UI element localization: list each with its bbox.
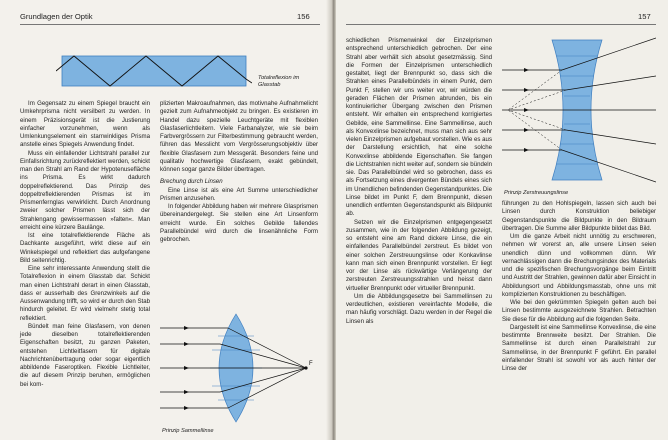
focal-point-label: F (309, 361, 313, 367)
paragraph: Dargestellt ist eine Sammellinse Konvexlinse, die eine bestimmte Brennweite besitzt. Der Strahlen. Die Sammellinse ist durch einen Parallelstrahl zur Sammellinse, in der Brennpunkt F geführt. Ein parallel einfallender Strahl ist sowohl vor als auch hinter der Linse der (502, 323, 656, 372)
page-number-right: 157 (638, 12, 651, 21)
header-rule (346, 24, 656, 25)
paragraph: schiedlichen Prismenwinkel der Einzelprismen entsprechend unterschiedlich gebrochen. Der eine Strahl aber verhält sich absolut gesetzmässig. Sind die Formen der Einzelprismen unterschiedlich gestaltet, liegt der Brennpunkt so, dass sich die Strahlen eines Parallelbündels in einem Punkt, dem Punkt F, stellen wir uns weiter vor, wir würden die geraden Flächen der Prismen abrunden, bis ein kontinuierlicher Übergang zwischen den Prismen entsteht. Wir erhalten ein entsprechend korrigiertes Gebilde, eine Sammellinse. Eine Sammellinse, auch als Konvexlinse bezeichnet, muss man sich aus sehr vielen Einzelprismen aufgebaut vorstellen. Wie es aus der Darstellung ersichtlich, hat eine solche Konvexlinse abbildende Eigenschaften. Sie fangen die Lichtstrahlen nicht weiter auf, sondern sie bündeln sie. Das Parallelbündel wird so gebrochen, dass es als Fortsetzung eines divergenten Bündels eines sich im Unendlichen befindenden Gegenstandpunktes. Die Linse bildet im Punkt F, dem Brennpunkt, diesen unendlich entfernten Gegenstandspunkt als Bildpunkt ab. (346, 37, 493, 218)
left-column-1 (20, 100, 150, 389)
paragraph: Bündelt man feine Glasfasern, von denen jede dieselben totalreflektierenden Eigenschaften besitzt, zu ganzen Paketen, entstehen Lichtleitfasern für digitale Nachrichtenübertragung oder sogar eigentlich abbildende Faseroptiken. Flexible Lichtleiter, die auf diesem Prinzip beruhen, ermöglichen bei kom- (20, 322, 150, 388)
right-column-2 (502, 200, 656, 373)
header-rule (20, 24, 320, 25)
converging-lens-figure (160, 310, 320, 428)
page-number-left: 156 (297, 12, 310, 21)
paragraph: Eine Linse ist als eine Art Summe unterschiedlicher Prismen anzusehen. (160, 186, 318, 202)
glass-rod (62, 56, 246, 86)
paragraph: Setzen wir die Einzelprismen entgegengesetzt zusammen, wie in der folgenden Abbildung gezeigt, so entsteht eine am Rand dickere Linse, die ein einfallendes Parallelbündel zerstreut. Es bildet von einer solchen Zerstreuungslinse oder Konkavlinse kann man sich einen Brennpunkt vorstellen. Er liegt vor der Linse als rückwärtige Verlängerung der zerstreuten Zerstreuungsstrahlen und heisst dann virtueller Brennpunkt oder virtueller Brennpunkt. (346, 218, 492, 292)
focal-point (304, 366, 307, 369)
figure2-caption: Prinzip Sammellinse (162, 428, 214, 434)
figure3-caption: Prinzip Zerstreuungslinse (504, 190, 569, 196)
paragraph: In folgender Abbildung haben wir mehrere Glasprismen übereinandergelegt. Sie stellen eine Art Linsenform erreicht wurde. Ein solches Gebilde fallendes Parallelbündel wird durch die linsenähnliche Form gebrochen. (160, 203, 318, 243)
running-head: Grundlagen der Optik (20, 12, 93, 21)
left-column-2 (160, 100, 318, 244)
paragraph: Um die ganze Arbeit nicht unnötig zu erschweren, nehmen wir vorerst an, alle unsere Linsen seien unendlich dünn und vollkommen dünn. Wir vernachlässigen dann die Brechungsindex des Materials und die spezifischen Brechungsvorgänge beim Eintritt und Austritt der Strahlen, gewinnen dafür aber Einsicht in Abbildungsort und Abbildungsmasstab, ohne uns mit komplizierten Konstruktionen zu beschäftigen. (502, 233, 656, 298)
figure1-caption-line2: Glasstab (258, 82, 281, 88)
left-page (0, 0, 331, 440)
figure1-caption (258, 75, 299, 89)
paragraph: Ist eine totalreflektierende Fläche als Dachkante ausgeführt, wirkt diese auf ein Winkelspiegel und reflektiert das aufgefangene Bild seitenrichtig. (20, 232, 150, 264)
paragraph: Um die Abbildungsgesetze bei Sammellinsen zu verdeutlichen, existieren vereinfachte Modelle, die man häufig vorschlägt. Dazu werden in der Regel die Linsen als (346, 292, 492, 325)
ray-arrows (524, 68, 529, 152)
paragraph: Eine sehr interessante Anwendung stellt die Totalreflexion in einem Glasstab dar. Schickt man einen Lichtstrahl derart in einen Glasstab, dass er ausserhalb des Grenzwinkels auf die Aussenwandung trifft, so wird er durch den Stab hindurch geleitet. Er wird vielmehr stetig total reflektiert. (20, 265, 150, 322)
glass-rod-figure (56, 52, 252, 90)
paragraph: Im Gegensatz zu einem Spiegel braucht ein Umkehrprisma nicht versilbert zu werden. In einem Präzisionsgerät ist die Justierung einfacher vorzunehmen, wenn als Umlenkungselement ein starrwinkliges Prisma anstelle eines Spiegels Anwendung findet. (20, 100, 150, 149)
right-page (336, 0, 668, 440)
diverging-lens-figure (502, 34, 656, 186)
paragraph: Muss ein einfallender Lichtstrahl parallel zur Einfallsrichtung zurückreflektiert werden, schickt man den Strahl am Rand der Hypotenusefläche ins Prisma. Es wirkt dadurch doppelreflektierend. Das Prinzip des doppeltreflektierenden Prismas ist im Prismenfernglas verwirklicht. Durch Anordnung zweier solcher Prismen lässt sich der Strahlengang gewissermassen »falten«. Man erreicht eine kürzere Baulänge. (20, 149, 150, 231)
paragraph: führungen zu den Hohlspiegeln, lassen sich auch bei Linsen durch Konstruktion beliebiger Gegenstandspunkte die Bildpunkte in den Bildraum übertragen. Die Summe aller Bildpunkte bildet das Bild. (502, 200, 656, 232)
ray-arrows (184, 326, 189, 410)
subheading-lenses: Brechung durch Linsen (160, 178, 223, 186)
figure1-caption-line1: Totalreflexion im (258, 75, 300, 81)
right-column-1 (346, 37, 492, 326)
paragraph: plizierten Makroaufnahmen, das motivnahe Aufnahmelicht gezielt zum Aufnahmeobjekt zu bringen. Es existieren im Handel dazu spezielle Leuchtgeräte mit flexiblen Glasfaserlichtleitern. Viele Farbanalyzer, wie sie beim Farbvergrössern zur Filterbestimmung gebraucht werden, führen das Messlicht vom Vergrösserungsobjektiv über flexible Glasfasern zum Messgerät. Besonders feine und qualitativ hochwertige Glasfasern, exakt gebündelt, können sogar ganze Bilder übertragen. (160, 100, 318, 173)
paragraph: Wie bei den gekrümmten Spiegeln gelten auch bei Linsen bestimmte ausgezeichnete Strahlen. Betrachten Sie diese für die Abbildung auf die folgenden Seite. (502, 299, 656, 323)
